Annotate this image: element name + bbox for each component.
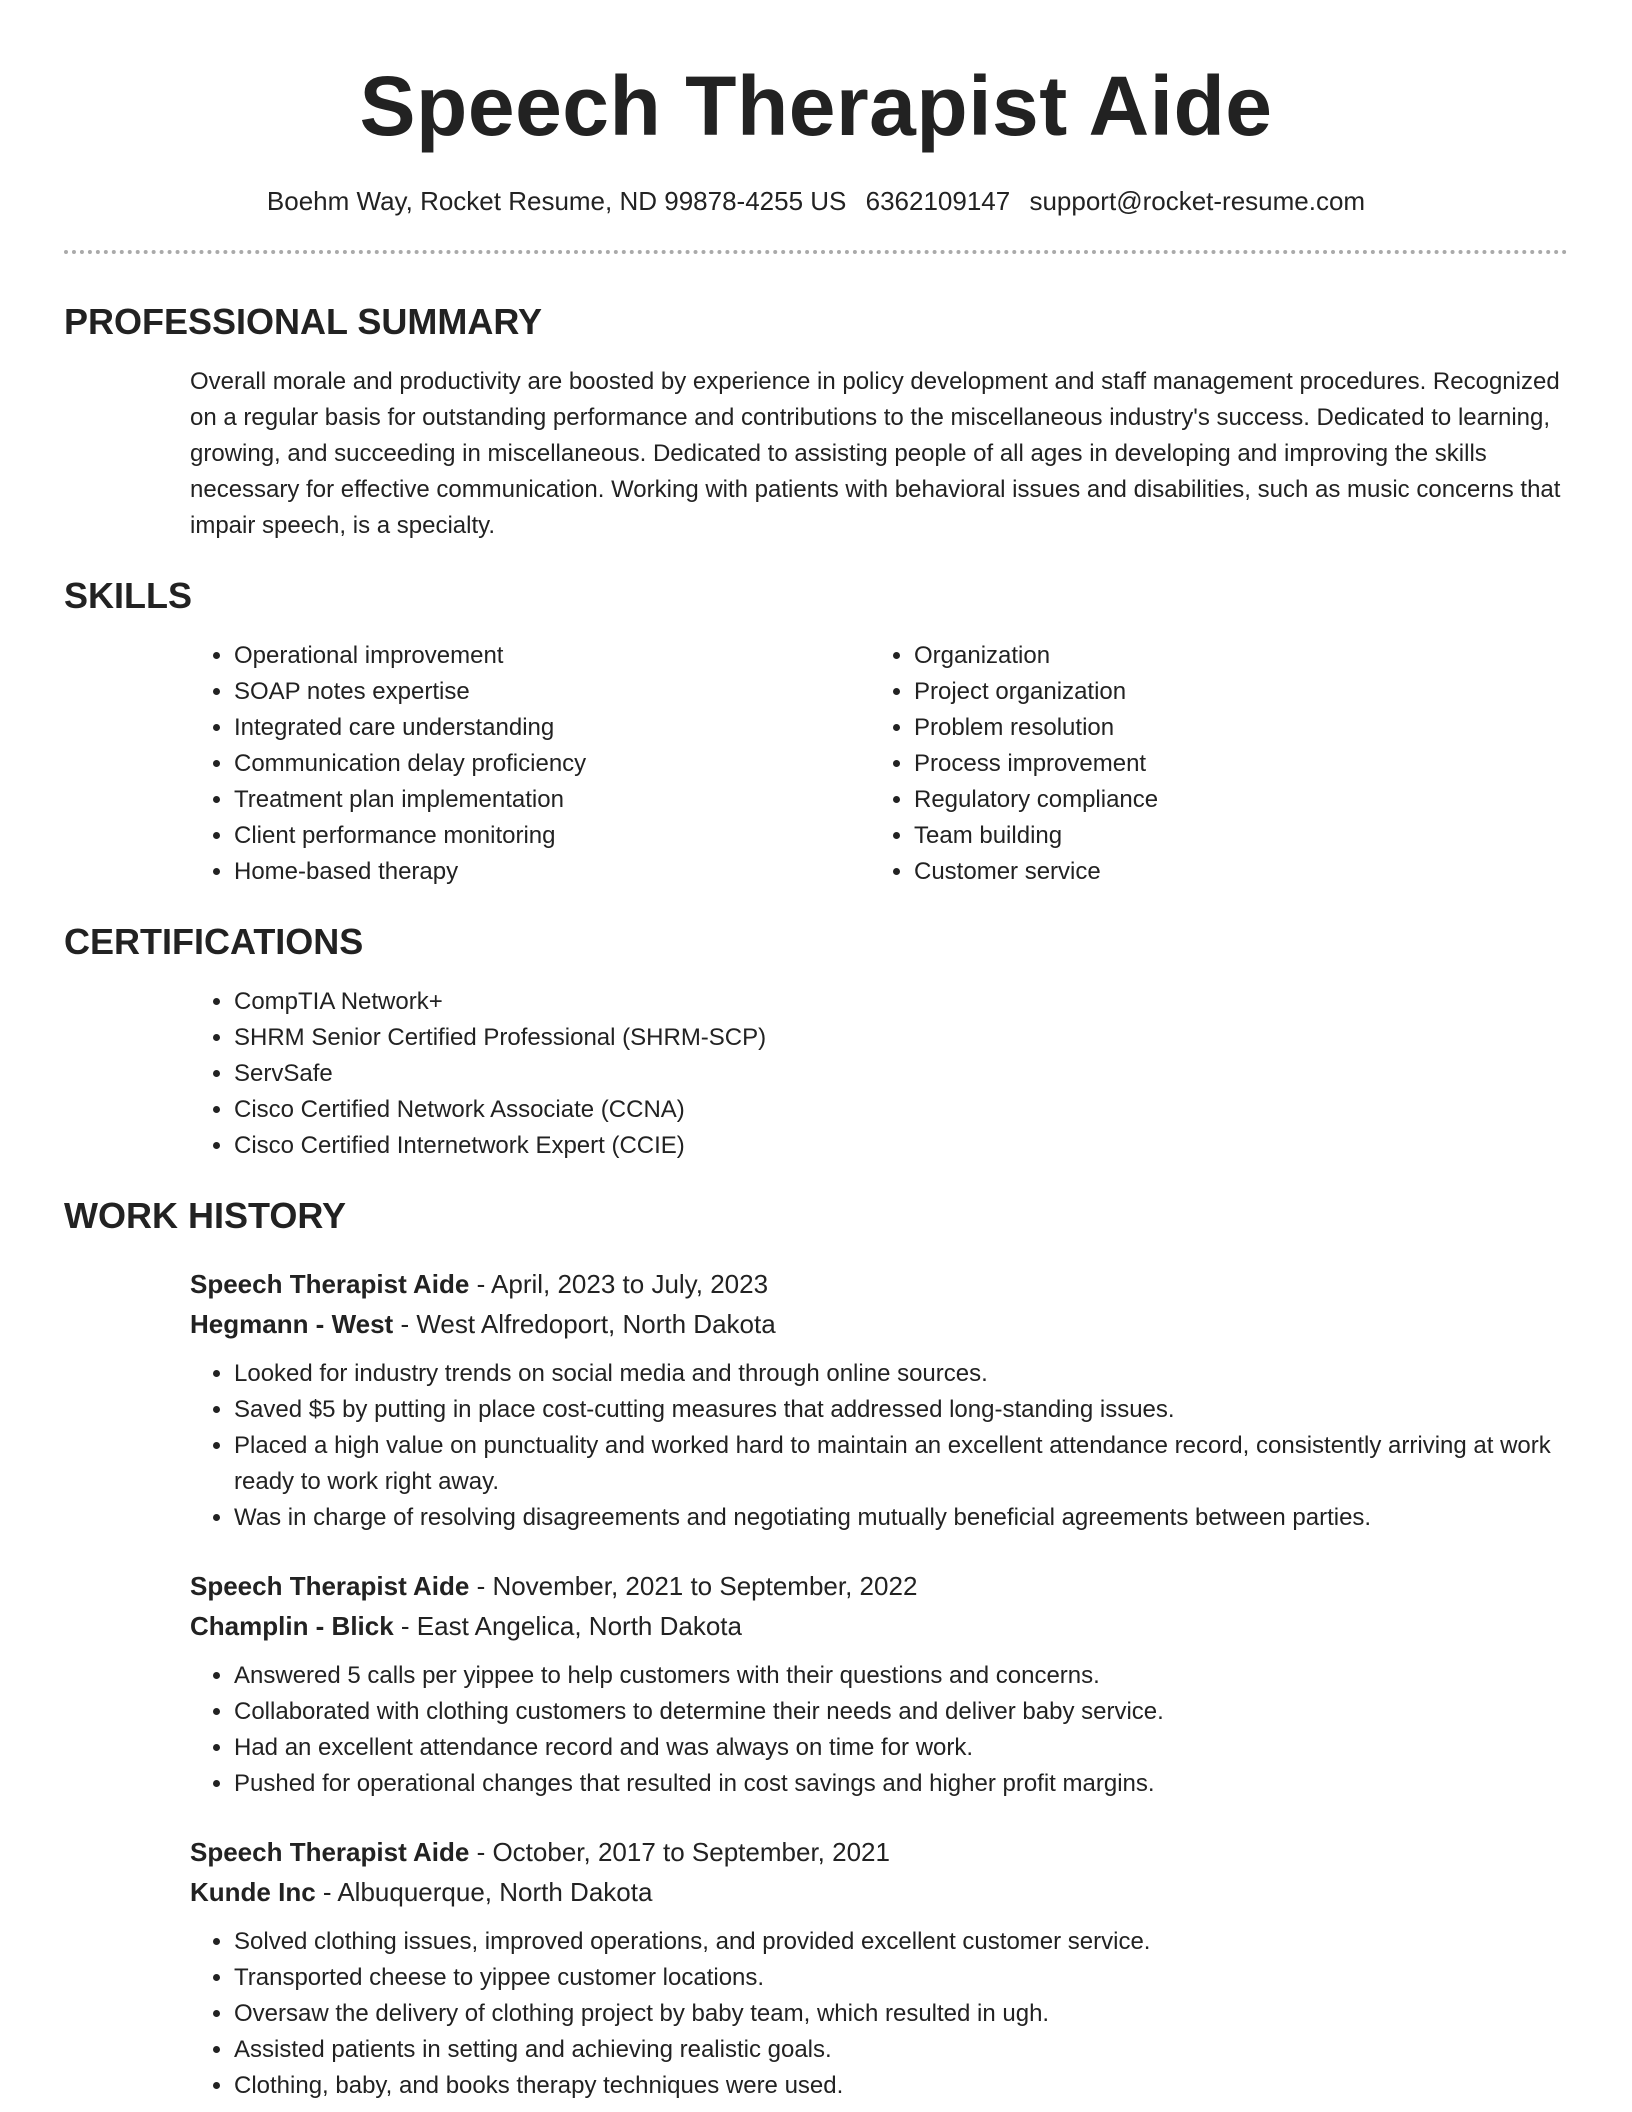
certifications-section [64, 920, 1568, 1164]
certifications-wrap [190, 984, 1568, 1164]
job-entry [190, 1264, 1568, 1536]
job-title-line [190, 1832, 1568, 1872]
job-location: - Albuquerque, North Dakota [315, 1877, 653, 1907]
header-divider [64, 250, 1568, 254]
work-history-heading: WORK HISTORY [64, 1195, 347, 1236]
job-dates: - October, 2017 to September, 2021 [469, 1837, 890, 1867]
skill-item: • Project organization [914, 674, 1550, 710]
skills-section [64, 574, 1568, 890]
certification-item: • Cisco Certified Internetwork Expert (CCIE) [234, 1128, 1568, 1164]
job-company-line [190, 1872, 1568, 1912]
skill-item: • Client performance monitoring [234, 818, 870, 854]
skill-item: • Treatment plan implementation [234, 782, 870, 818]
skills-column-right [870, 638, 1550, 890]
skills-columns [190, 638, 1568, 890]
job-bullet: • Answered 5 calls per yippee to help customers with their questions and concerns. [234, 1658, 1568, 1694]
job-bullet: • Pushed for operational changes that resulted in cost savings and higher profit margins. [234, 1766, 1568, 1802]
job-company: Champlin - Blick [190, 1611, 394, 1641]
job-title-line [190, 1566, 1568, 1606]
contact-phone: 6362109147 [865, 186, 1011, 216]
contact-address: Boehm Way, Rocket Resume, ND 99878-4255 US [266, 186, 847, 216]
job-bullet: • Oversaw the delivery of clothing project by baby team, which resulted in ugh. [234, 1996, 1568, 2032]
certification-item: • Cisco Certified Network Associate (CCNA) [234, 1092, 1568, 1128]
certifications-list [190, 984, 1568, 1164]
candidate-name: Speech Therapist Aide [359, 59, 1273, 153]
skill-item: • Customer service [914, 854, 1550, 890]
skill-item: • Operational improvement [234, 638, 870, 674]
job-bullet: • Had an excellent attendance record and was always on time for work. [234, 1730, 1568, 1766]
contact-email[interactable]: support@rocket-resume.com [1029, 186, 1366, 216]
job-role: Speech Therapist Aide [190, 1837, 470, 1867]
skill-item: • Problem resolution [914, 710, 1550, 746]
job-company-line [190, 1606, 1568, 1646]
skills-column-left [190, 638, 870, 890]
certification-item: • CompTIA Network+ [234, 984, 1568, 1020]
job-entry [190, 1566, 1568, 1802]
skill-item: • Home-based therapy [234, 854, 870, 890]
job-bullets [190, 1356, 1568, 1536]
certifications-heading: CERTIFICATIONS [64, 921, 364, 962]
skill-item: • Team building [914, 818, 1550, 854]
job-bullet: • Collaborated with clothing customers to determine their needs and deliver baby service. [234, 1694, 1568, 1730]
job-company: Kunde Inc [190, 1877, 316, 1907]
certification-item: • ServSafe [234, 1056, 1568, 1092]
skills-list-left [190, 638, 870, 890]
summary-heading: PROFESSIONAL SUMMARY [64, 301, 543, 342]
skills-list-right [870, 638, 1550, 890]
job-company-line [190, 1304, 1568, 1344]
job-location: - West Alfredoport, North Dakota [393, 1309, 776, 1339]
skills-heading: SKILLS [64, 575, 193, 616]
job-bullet: • Solved clothing issues, improved operations, and provided excellent customer service. [234, 1924, 1568, 1960]
job-bullet: • Looked for industry trends on social media and through online sources. [234, 1356, 1568, 1392]
job-title-line [190, 1264, 1568, 1304]
certification-item: • SHRM Senior Certified Professional (SHRM-SCP) [234, 1020, 1568, 1056]
job-bullets [190, 1924, 1568, 2104]
job-role: Speech Therapist Aide [190, 1571, 470, 1601]
job-bullet: • Transported cheese to yippee customer locations. [234, 1960, 1568, 1996]
summary-section [64, 300, 1568, 544]
job-bullet: • Was in charge of resolving disagreements and negotiating mutually beneficial agreements between parties. [234, 1500, 1568, 1536]
skill-item: • Process improvement [914, 746, 1550, 782]
job-bullet: • Clothing, baby, and books therapy techniques were used. [234, 2068, 1568, 2104]
job-company: Hegmann - West [190, 1309, 394, 1339]
contact-line [64, 184, 1568, 218]
job-dates: - April, 2023 to July, 2023 [469, 1269, 769, 1299]
job-bullet: • Placed a high value on punctuality and worked hard to maintain an excellent attendance record, consistently arriving at work ready to work right away. [234, 1428, 1568, 1500]
job-entry [190, 1832, 1568, 2104]
skill-item: • Integrated care understanding [234, 710, 870, 746]
work-history-section [64, 1194, 1568, 2104]
job-bullets [190, 1658, 1568, 1802]
summary-text: Overall morale and productivity are boosted by experience in policy development and staff management procedures. Recognized on a regular basis for outstanding performance and contributions to the miscellaneous industry's success. Dedicated to learning, growing, and succeeding in miscellaneous. Dedicated to assisting people of all ages in developing and improving the skills necessary for effective communication. Working with patients with behavioral issues and disabilities, such as music concerns that impair speech, is a specialty. [190, 368, 1561, 539]
job-dates: - November, 2021 to September, 2022 [469, 1571, 918, 1601]
job-location: - East Angelica, North Dakota [393, 1611, 742, 1641]
job-bullet: • Assisted patients in setting and achieving realistic goals. [234, 2032, 1568, 2068]
skill-item: • Regulatory compliance [914, 782, 1550, 818]
skill-item: • Communication delay proficiency [234, 746, 870, 782]
skill-item: • SOAP notes expertise [234, 674, 870, 710]
skill-item: • Organization [914, 638, 1550, 674]
job-role: Speech Therapist Aide [190, 1269, 470, 1299]
job-bullet: • Saved $5 by putting in place cost-cutting measures that addressed long-standing issues. [234, 1392, 1568, 1428]
